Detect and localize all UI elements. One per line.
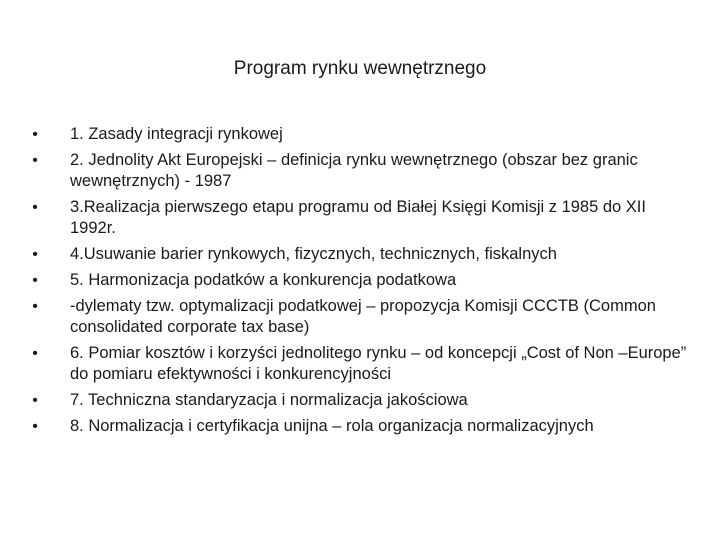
bullet-dot-icon: • (32, 272, 38, 289)
slide-title: Program rynku wewnętrznego (233, 58, 487, 79)
bullet-dot-icon: • (32, 199, 38, 216)
bullet-item (28, 150, 692, 192)
bullet-item (28, 197, 692, 239)
bullet-item (28, 416, 692, 437)
bullet-dot-icon: • (32, 418, 38, 435)
bullet-text: 2. Jednolity Akt Europejski – definicja rynku wewnętrznego (obszar bez granic wewnętrznych) - 1987 (70, 151, 638, 190)
bullet-text: 3.Realizacja pierwszego etapu programu od Białej Księgi Komisji z 1985 do XII 1992r. (70, 198, 646, 237)
bullet-dot-icon: • (32, 126, 38, 143)
bullet-dot-icon: • (32, 298, 38, 315)
bullet-dot-icon: • (32, 392, 38, 409)
bullet-item (28, 390, 692, 411)
bullet-dot-icon: • (32, 246, 38, 263)
bullet-text: 8. Normalizacja i certyfikacja unijna – rola organizacja normalizacyjnych (70, 417, 594, 435)
bullet-text: 6. Pomiar kosztów i korzyści jednolitego rynku – od koncepcji „Cost of Non –Europe” do pomiaru efektywności i konkurencyjności (70, 344, 687, 383)
bullet-item (28, 244, 692, 265)
bullet-dot-icon: • (32, 345, 38, 362)
bullet-item (28, 296, 692, 338)
bullet-text: 4.Usuwanie barier rynkowych, fizycznych, technicznych, fiskalnych (70, 245, 557, 263)
bullet-text: 1. Zasady integracji rynkowej (70, 125, 283, 143)
bullet-item (28, 124, 692, 145)
bullet-item (28, 343, 692, 385)
bullet-dot-icon: • (32, 152, 38, 169)
bullet-list (28, 124, 692, 442)
bullet-text: 7. Techniczna standaryzacja i normalizacja jakościowa (70, 391, 468, 409)
bullet-item (28, 270, 692, 291)
bullet-text: 5. Harmonizacja podatków a konkurencja podatkowa (70, 271, 457, 289)
bullet-text: -dylematy tzw. optymalizacji podatkowej – propozycja Komisji CCCTB (Common consolidated corporate tax base) (70, 297, 656, 336)
